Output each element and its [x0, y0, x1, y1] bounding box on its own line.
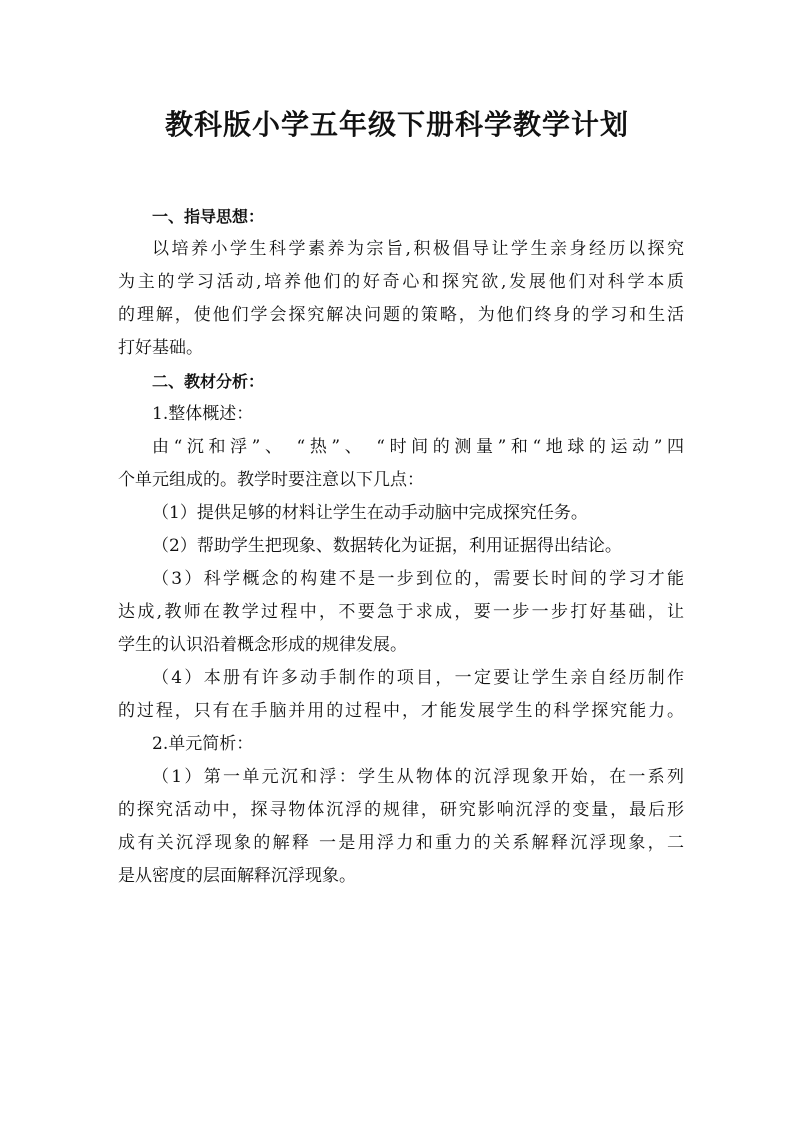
section-heading-textbook-analysis: 二、教材分析：	[152, 372, 265, 391]
paragraph-line: 以培养小学生科学素养为宗旨,积极倡导让学生亲身经历以探究	[152, 239, 684, 259]
paragraph-line: 打好基础。	[118, 338, 203, 358]
list-item: （1）第一单元沉和浮：学生从物体的沉浮现象开始，在一系列	[152, 767, 684, 787]
paragraph-line: 由“沉和浮”、 “热”、 “时间的测量”和“地球的运动”四	[152, 437, 684, 457]
subsection-heading-unit-analysis: 2.单元简析：	[152, 734, 254, 754]
paragraph-line: 学生的认识沿着概念形成的规律发展。	[118, 635, 407, 655]
paragraph-line: 的探究活动中，探寻物体沉浮的规律，研究影响沉浮的变量，最后形	[118, 800, 684, 820]
paragraph-line: 为主的学习活动,培养他们的好奇心和探究欲,发展他们对科学本质	[118, 272, 684, 292]
list-item: （2）帮助学生把现象、数据转化为证据，利用证据得出结论。	[152, 536, 622, 556]
paragraph-line: 达成,教师在教学过程中，不要急于求成，要一步一步打好基础，让	[118, 602, 684, 622]
document-body	[118, 200, 684, 893]
paragraph-line: 个单元组成的。教学时要注意以下几点：	[118, 470, 424, 490]
subsection-heading-overview: 1.整体概述：	[152, 404, 254, 424]
section-heading-guiding-ideology: 一、指导思想：	[152, 207, 265, 226]
list-item: （1）提供足够的材料让学生在动手动脑中完成探究任务。	[152, 503, 588, 523]
paragraph-line: 成有关沉浮现象的解释 一是用浮力和重力的关系解释沉浮现象，二	[118, 833, 684, 853]
document-title: 教科版小学五年级下册科学教学计划	[164, 108, 629, 141]
list-item: （3）科学概念的构建不是一步到位的，需要长时间的学习才能	[152, 569, 684, 589]
paragraph-line: 是从密度的层面解释沉浮现象。	[118, 866, 356, 886]
paragraph-line: 的过程，只有在手脑并用的过程中，才能发展学生的科学探究能力。	[118, 701, 684, 721]
paragraph-line: 的理解，使他们学会探究解决问题的策略，为他们终身的学习和生活	[118, 305, 684, 325]
list-item: （4）本册有许多动手制作的项目，一定要让学生亲自经历制作	[152, 668, 684, 688]
